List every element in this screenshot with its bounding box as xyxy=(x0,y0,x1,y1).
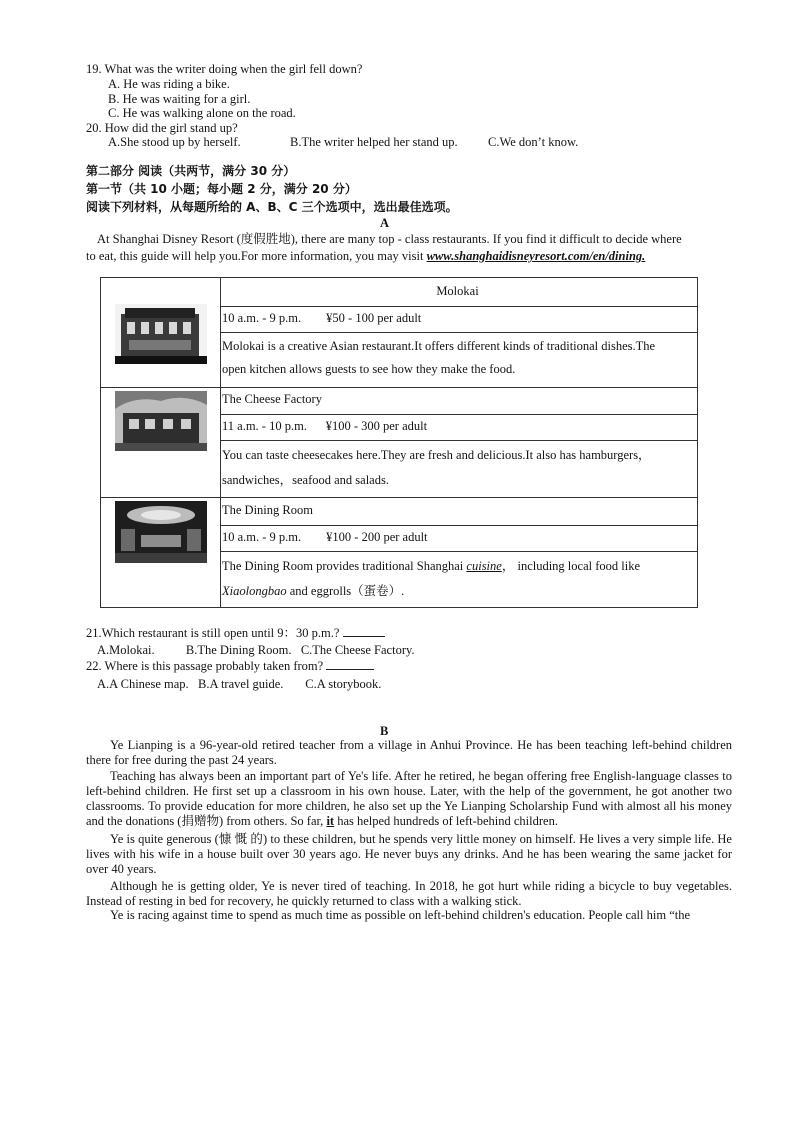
passage-a-intro-line1: At Shanghai Disney Resort (度假胜地), there are many top - class restaurants. If you find it difficult to decide where xyxy=(97,232,682,246)
question-19: 19. What was the writer doing when the girl fell down? xyxy=(86,62,363,76)
restaurant-hours-price: 10 a.m. - 9 p.m. ¥50 - 100 per adult xyxy=(222,311,422,325)
dining-room-photo xyxy=(115,501,207,563)
desc-text: ， including local food like xyxy=(501,559,641,573)
answer-blank xyxy=(343,626,385,637)
restaurant-desc-line xyxy=(222,584,693,599)
q20-option-c: C.We don’t know. xyxy=(488,135,579,149)
restaurant-hours-price: 11 a.m. - 10 p.m. ¥100 - 300 per adult xyxy=(222,419,428,433)
restaurant-table xyxy=(100,277,698,608)
restaurant-desc-line: You can taste cheesecakes here.They are fresh and delicious.It also has hamburgers， xyxy=(222,448,651,462)
restaurant-name-molokai: Molokai xyxy=(436,284,479,298)
restaurant-desc-line: open kitchen allows guests to see how they make the food. xyxy=(222,362,516,376)
question-text: 21.Which restaurant is still open until 9：30 p.m.? xyxy=(86,626,343,640)
question-20: 20. How did the girl stand up? xyxy=(86,121,238,135)
question-22 xyxy=(86,659,374,674)
q19-option-a: A. He was riding a bike. xyxy=(108,77,230,91)
table-divider xyxy=(101,497,697,498)
xiaolongbao-word: Xiaolongbao xyxy=(222,584,287,598)
restaurant-desc-line: sandwiches，seafood and salads. xyxy=(222,473,389,487)
table-divider xyxy=(220,414,697,415)
section1-heading: 第一节（共 10 小题；每小题 2 分，满分 20 分） xyxy=(86,182,357,196)
desc-text: The Dining Room provides traditional Shanghai xyxy=(222,559,467,573)
intro-text: to eat, this guide will help you.For more information, you may visit xyxy=(86,249,427,263)
passage-b-paragraph-5: Ye is racing against time to spend as much time as possible on left-behind children's education. People call him “the xyxy=(110,908,691,922)
q19-option-c: C. He was walking alone on the road. xyxy=(108,106,296,120)
passage-b-paragraph-1: Ye Lianping is a 96-year-old retired teacher from a village in Anhui Province. He has been teaching left-behind children there for free during the past 24 years. xyxy=(86,738,732,767)
passage-b-letter: B xyxy=(380,724,389,738)
reading-instruction: 阅读下列材料，从每题所给的 A、B、C 三个选项中，选出最佳选项。 xyxy=(86,200,458,214)
q22-options: A.A Chinese map. B.A travel guide. C.A storybook. xyxy=(97,677,382,691)
table-divider xyxy=(220,440,697,441)
pronoun-it: it xyxy=(326,814,335,828)
q21-options: A.Molokai. B.The Dining Room. C.The Cheese Factory. xyxy=(97,643,415,657)
paragraph-text: has helped hundreds of left-behind children. xyxy=(334,814,558,828)
cuisine-word: cuisine xyxy=(466,559,502,573)
restaurant-name-cheese-factory: The Cheese Factory xyxy=(222,392,322,406)
passage-b-paragraph-2 xyxy=(86,769,732,829)
passage-b-paragraph-4: Although he is getting older, Ye is never tired of teaching. In 2018, he got hurt while riding a bicycle to buy vegetables. Instead of resting in bed for recovery, he quickly returned to class with a walking stick. xyxy=(86,879,732,908)
table-divider xyxy=(220,551,697,552)
q19-option-b: B. He was waiting for a girl. xyxy=(108,92,251,106)
desc-text: and eggrolls（蛋卷）. xyxy=(286,584,405,598)
paragraph-text: Teaching has always been an important part of Ye's life. After he retired, he began offering free English-language classes to left-behind children. He first set up a classroom in his own house. Later, with the help of the government, he got another two classrooms. To provide education for more children, he also set up the Ye Lianping Scholarship Fund with almost all his money and the donations (捐赠物) from others. So far, xyxy=(86,769,732,828)
cheese-factory-photo xyxy=(115,391,207,451)
molokai-photo xyxy=(115,304,207,364)
passage-a-intro-line2 xyxy=(86,249,645,264)
restaurant-name-dining-room: The Dining Room xyxy=(222,503,313,517)
table-divider xyxy=(220,306,697,307)
restaurant-desc-line xyxy=(222,559,693,574)
restaurant-hours-price: 10 a.m. - 9 p.m. ¥100 - 200 per adult xyxy=(222,530,428,544)
table-column-divider xyxy=(220,278,221,607)
question-21 xyxy=(86,626,385,641)
dining-website-link[interactable]: www.shanghaidisneyresort.com/en/dining. xyxy=(426,249,646,263)
table-divider xyxy=(220,525,697,526)
part2-heading: 第二部分 阅读（共两节，满分 30 分） xyxy=(86,164,296,178)
q20-option-a: A.She stood up by herself. xyxy=(108,135,241,149)
passage-a-letter: A xyxy=(380,216,390,230)
answer-blank xyxy=(326,659,374,670)
question-text: 22. Where is this passage probably taken from? xyxy=(86,659,327,673)
passage-b-paragraph-3: Ye is quite generous (慷 慨 的) to these children, but he spends very little money on himself. He lives a very simple life. He lives with his wife in a house built over 30 years ago. He never buys any drinks. And he has been wearing the same jacket for over 40 years. xyxy=(86,832,732,876)
restaurant-desc-line: Molokai is a creative Asian restaurant.It offers different kinds of traditional dishes.The xyxy=(222,339,656,353)
q20-option-b: B.The writer helped her stand up. xyxy=(290,135,458,149)
table-divider xyxy=(220,332,697,333)
table-divider xyxy=(101,387,697,388)
